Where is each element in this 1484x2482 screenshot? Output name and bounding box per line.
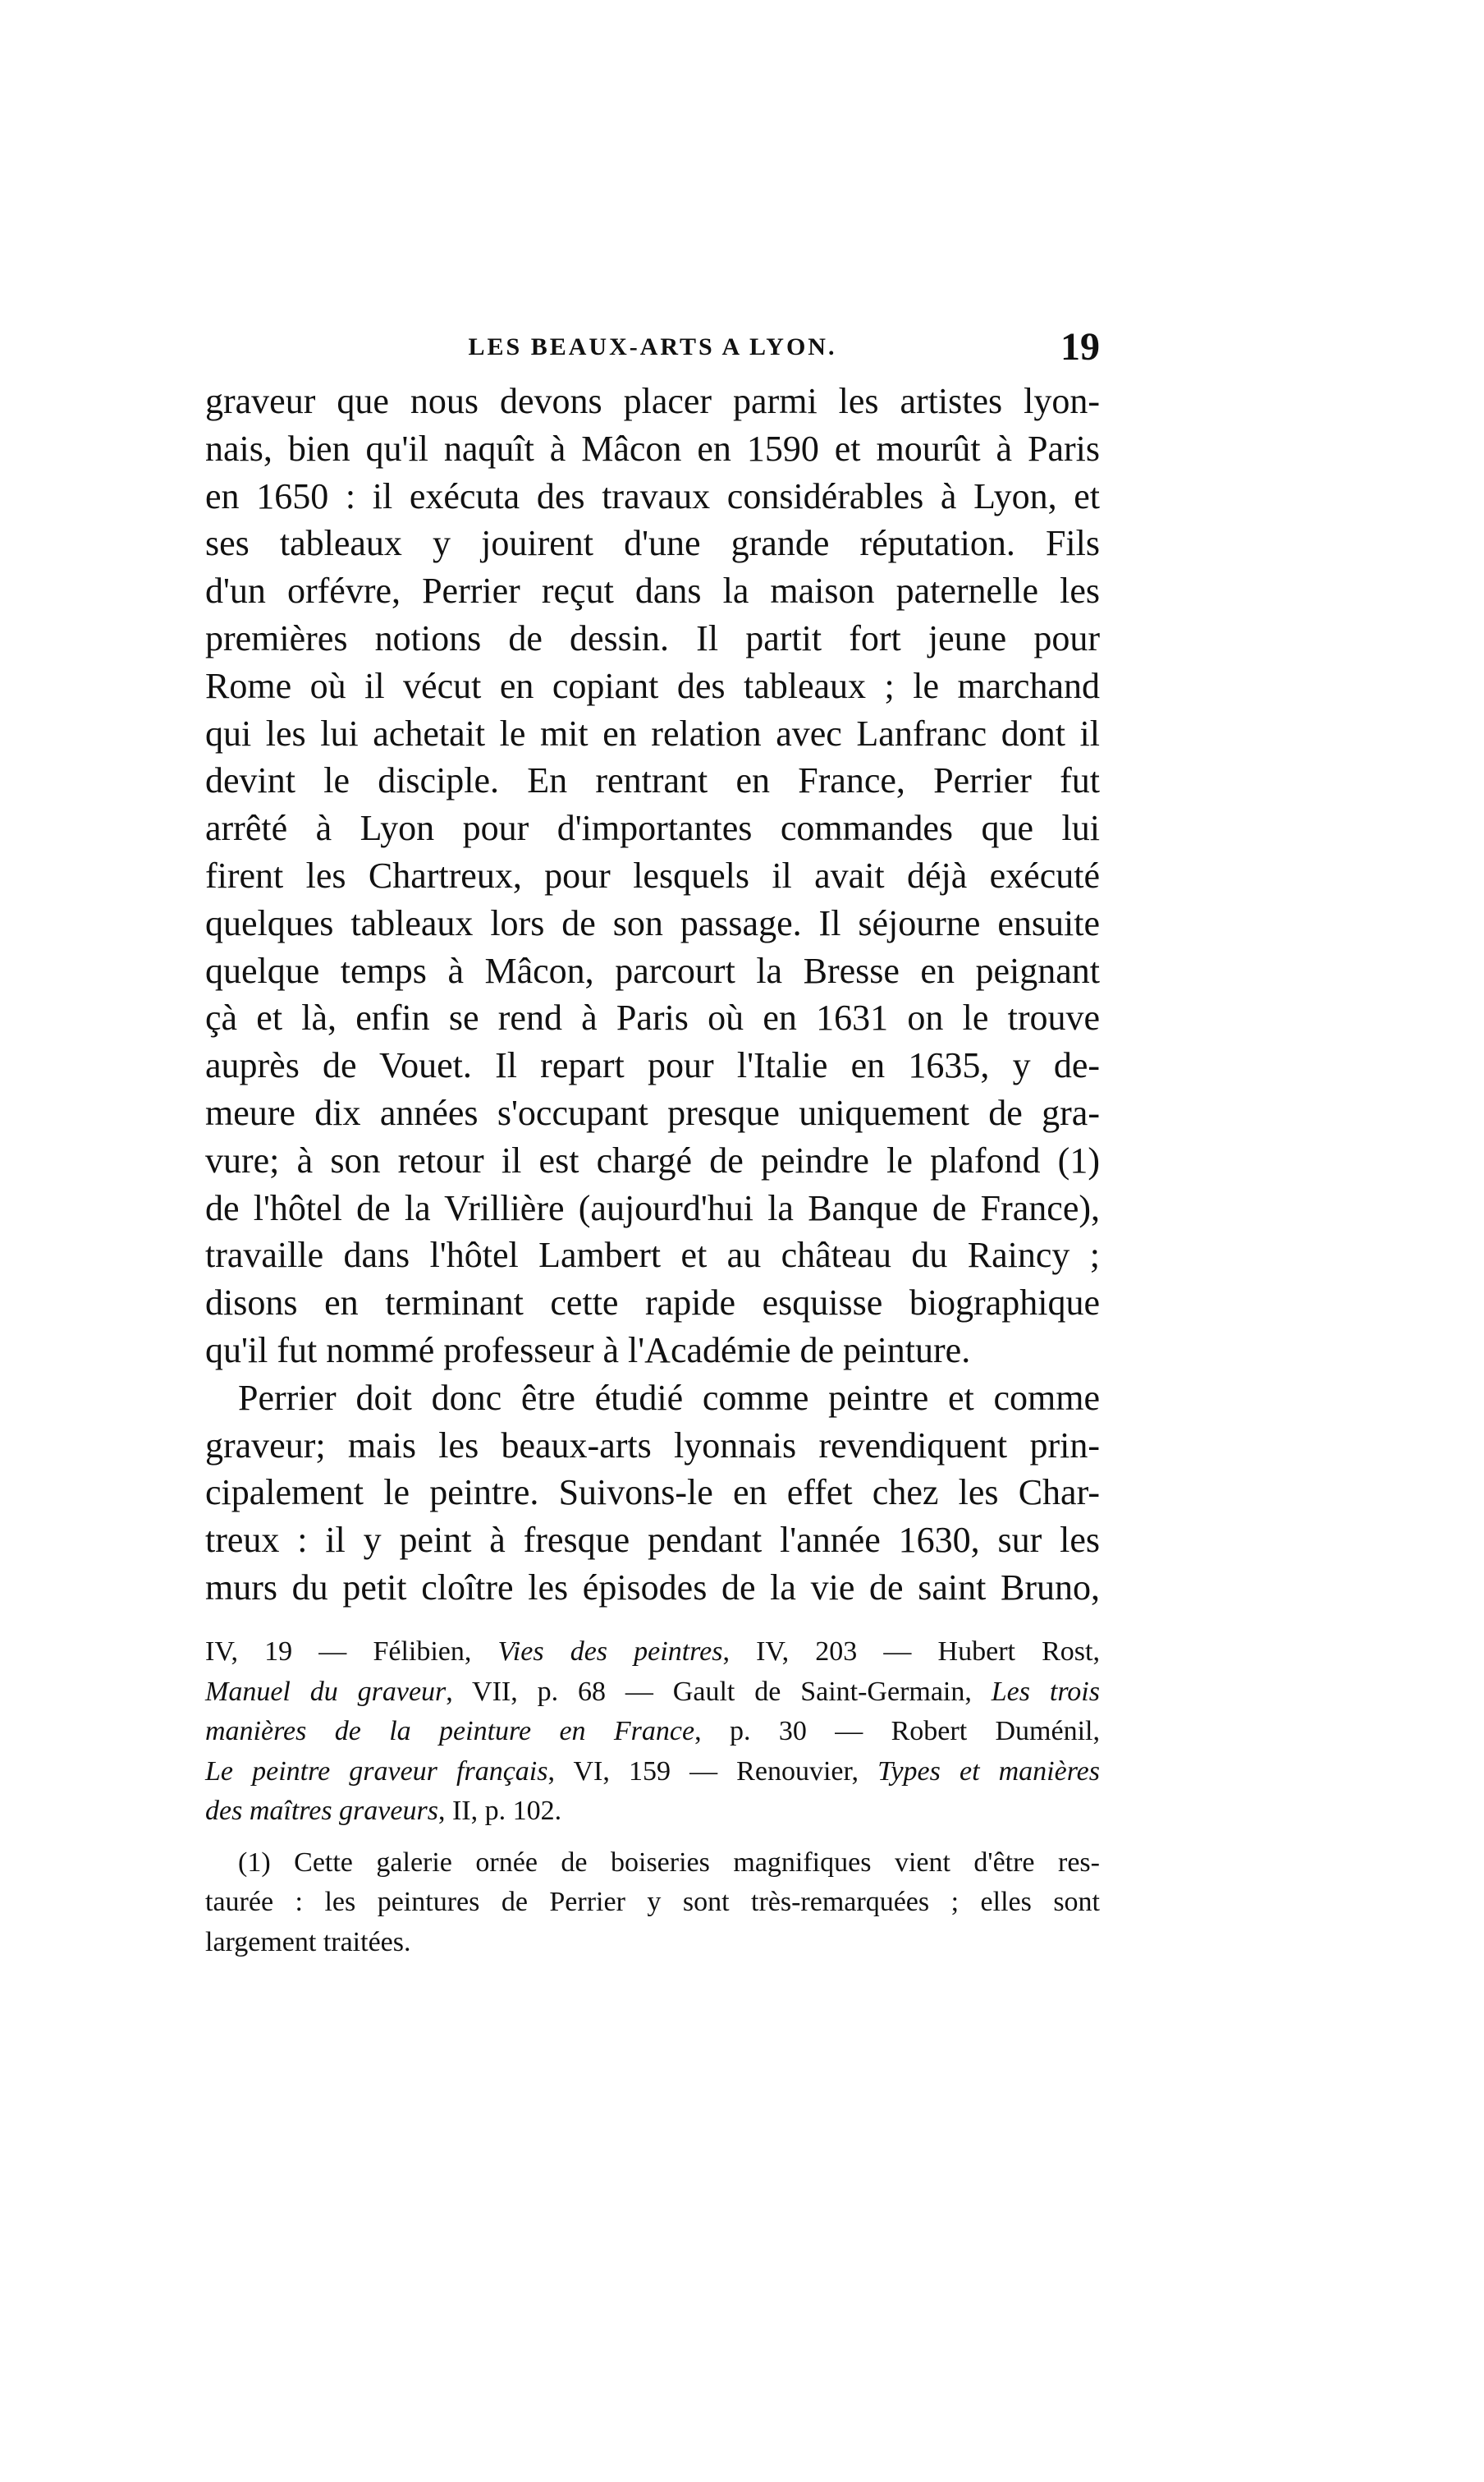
page-header: [205, 319, 1100, 376]
text-line: quelques tableaux lors de son passage. Il séjourne ensuite: [205, 902, 1100, 943]
text-line: quelque temps à Mâcon, parcourt la Bresse en peignant: [205, 950, 1100, 991]
text-line: meure dix années s'occupant presque uniquement de gra-: [205, 1092, 1100, 1133]
text-line: qu'il fut nommé professeur à l'Académie de peinture.: [205, 1329, 971, 1370]
footnote-line: largement traitées.: [205, 1926, 411, 1957]
text-line: Rome où il vécut en copiant des tableaux ; le marchand: [205, 665, 1100, 706]
footnote-line: manières de la peinture en France, p. 30 — Robert Duménil,: [205, 1716, 1100, 1746]
footnote-line: IV, 19 — Félibien, Vies des peintres, IV, 203 — Hubert Rost,: [205, 1636, 1100, 1667]
footnote-line: (1) Cette galerie ornée de boiseries magnifiques vient d'être res-: [238, 1847, 1100, 1878]
text-line: de l'hôtel de la Vrillière (aujourd'hui la Banque de France),: [205, 1187, 1100, 1228]
footnote-line: Le peintre graveur français, VI, 159 — Renouvier, Types et manières: [205, 1755, 1101, 1787]
text-line: premières notions de dessin. Il partit fort jeune pour: [205, 617, 1100, 658]
footnote-continuation: [205, 1632, 1100, 1832]
text-line: d'un orfévre, Perrier reçut dans la maison paternelle les: [205, 571, 1100, 612]
text-line: devint le disciple. En rentrant en France, Perrier fut: [205, 760, 1100, 801]
text-line: arrêté à Lyon pour d'importantes commandes que lui: [205, 808, 1100, 849]
text-line: graveur que nous devons placer parmi les artistes lyon-: [205, 381, 1100, 421]
text-line: auprès de Vouet. Il repart pour l'Italie en 1635, y de-: [205, 1045, 1100, 1086]
footnote-line: Manuel du graveur, VII, p. 68 — Gault de Saint-Germain, Les trois: [205, 1676, 1100, 1707]
footnotes: [205, 1632, 1100, 1962]
text-line: ses tableaux y jouirent d'une grande réputation. Fils: [205, 523, 1100, 564]
text-line: disons en terminant cette rapide esquisse biographique: [205, 1282, 1100, 1324]
text-line: graveur; mais les beaux-arts lyonnais revendiquent prin-: [205, 1425, 1100, 1466]
page-number: 19: [1060, 325, 1100, 369]
footnote-line: taurée : les peintures de Perrier y sont très-remarquées ; elles sont: [205, 1887, 1100, 1917]
running-title: LES BEAUX-ARTS A LYON.: [468, 333, 837, 360]
text-line: murs du petit cloître les épisodes de la vie de saint Bruno,: [205, 1567, 1100, 1608]
text-line: travaille dans l'hôtel Lambert et au château du Raincy ;: [205, 1235, 1100, 1276]
text-line: nais, bien qu'il naquît à Mâcon en 1590 et mourût à Paris: [205, 428, 1100, 469]
footnote-line: des maîtres graveurs, II, p. 102.: [205, 1796, 562, 1826]
text-line: treux : il y peint à fresque pendant l'année 1630, sur les: [205, 1520, 1100, 1561]
text-line: çà et là, enfin se rend à Paris où en 1631 on le trouve: [205, 998, 1100, 1039]
text-line: cipalement le peintre. Suivons-le en effet chez les Char-: [205, 1472, 1100, 1513]
main-text: [205, 378, 1100, 1612]
text-line: en 1650 : il exécuta des travaux considérables à Lyon, et: [205, 475, 1100, 516]
footnote-1: [205, 1843, 1100, 1963]
text-line: qui les lui achetait le mit en relation avec Lanfranc dont il: [205, 713, 1100, 754]
text-line: Perrier doit donc être étudié comme peintre et comme: [238, 1377, 1100, 1418]
text-line: vure; à son retour il est chargé de peindre le plafond (1): [205, 1140, 1100, 1181]
text-line: firent les Chartreux, pour lesquels il avait déjà exécuté: [205, 855, 1100, 896]
